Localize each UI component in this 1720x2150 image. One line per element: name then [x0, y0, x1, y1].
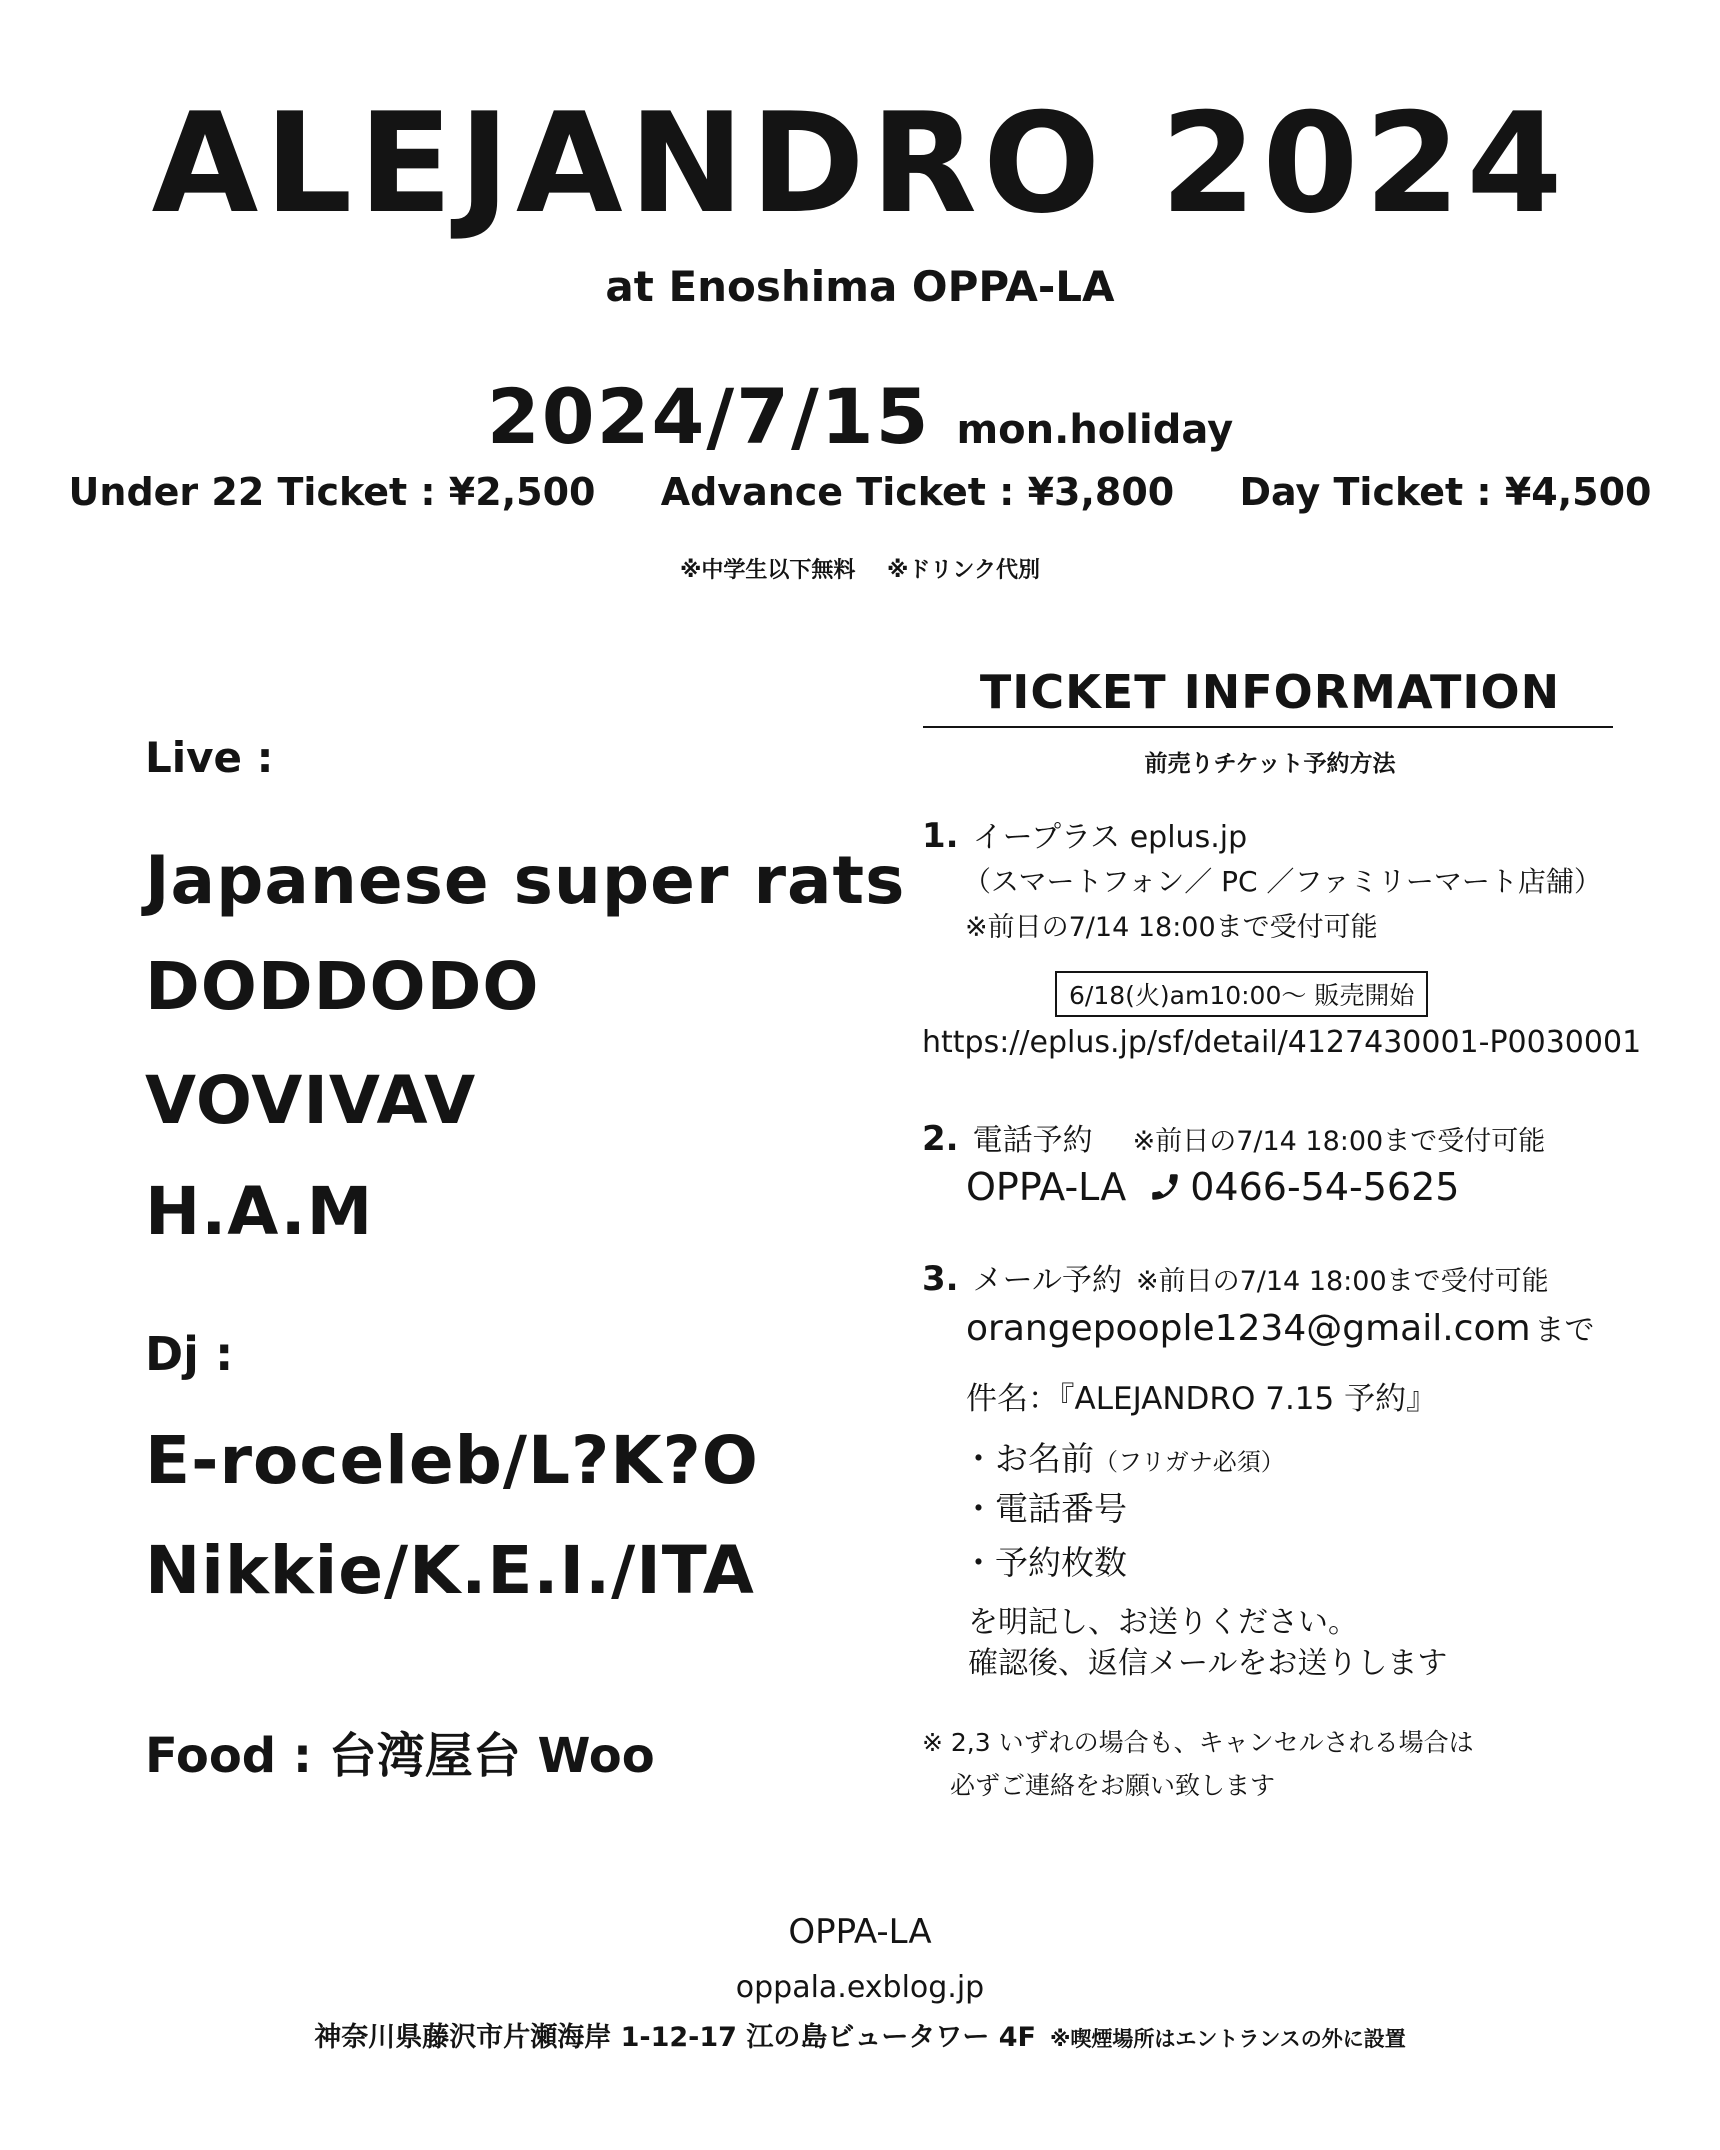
email-line — [966, 1305, 1595, 1349]
ticket-day: Day Ticket : ¥4,500 — [1239, 470, 1652, 514]
method-title: メール予約 — [972, 1263, 1122, 1298]
required-item-text: ・電話番号 — [962, 1489, 1127, 1528]
footer-venue-name: OPPA-LA — [788, 1912, 932, 1952]
smoking-note: ※喫煙場所はエントランスの外に設置 — [1049, 2027, 1406, 2051]
email-address[interactable]: orangepoople1234@gmail.com — [966, 1308, 1531, 1349]
heading-divider — [923, 726, 1613, 728]
phone-deadline-note: ※前日の7/14 18:00まで受付可能 — [1132, 1126, 1546, 1157]
phone-number-group[interactable] — [1148, 1165, 1459, 1209]
cancel-note: ※ 2,3 いずれの場合も、キャンセルされる場合は — [922, 1728, 1474, 1757]
required-item-note: （フリガナ必須） — [1094, 1448, 1285, 1476]
email-subject: 件名：『ALEJANDRO 7.15 予約』 — [966, 1381, 1438, 1417]
food-vendor: Food : 台湾屋台 Woo — [145, 1728, 655, 1784]
ticket-prices — [0, 470, 1720, 514]
required-item — [962, 1433, 1285, 1480]
sale-start-box: 6/18(火)am10:00～ 販売開始 — [1055, 971, 1428, 1017]
required-item — [962, 1537, 1127, 1584]
phone-line — [966, 1165, 1459, 1209]
event-title: ALEJANDRO 2024 — [151, 83, 1569, 244]
method-number: 2. — [922, 1119, 959, 1159]
method-title: 電話予約 — [972, 1123, 1093, 1158]
email-instruction: を明記し、お送りください。 — [968, 1605, 1358, 1640]
note-drink: ※ドリンク代別 — [887, 558, 1040, 583]
ticket-info-subheading: 前売りチケット予約方法 — [1144, 751, 1396, 777]
event-venue: at Enoshima OPPA-LA — [605, 262, 1115, 311]
required-item — [962, 1483, 1127, 1530]
ticket-advance: Advance Ticket : ¥3,800 — [660, 470, 1175, 514]
method-number: 1. — [922, 816, 959, 856]
eplus-deadline-note: ※前日の7/14 18:00まで受付可能 — [965, 912, 1378, 943]
ticket-under22: Under 22 Ticket : ¥2,500 — [68, 470, 596, 514]
live-artist: VOVIVAV — [145, 1062, 477, 1139]
method-title: イープラス eplus.jp — [972, 820, 1248, 855]
event-day: mon.holiday — [956, 407, 1234, 453]
cancel-note: 必ずご連絡をお願い致します — [950, 1771, 1276, 1800]
price-notes — [0, 553, 1720, 584]
live-label: Live : — [145, 733, 274, 782]
event-date-row — [0, 372, 1720, 461]
eplus-stores: （スマートフォン／ PC ／ファミリーマート店舗） — [963, 865, 1602, 898]
dj-names: Nikkie/K.E.I./ITA — [145, 1532, 755, 1609]
method-email — [922, 1255, 1549, 1299]
live-artist: DODDODO — [145, 948, 540, 1025]
phone-icon — [1148, 1170, 1182, 1204]
note-free-students: ※中学生以下無料 — [679, 558, 856, 583]
email-suffix: まで — [1534, 1313, 1595, 1348]
email-instruction: 確認後、返信メールをお送りします — [968, 1646, 1448, 1681]
required-item-text: ・お名前 — [962, 1439, 1094, 1478]
live-artist: H.A.M — [145, 1173, 374, 1250]
eplus-url[interactable]: https://eplus.jp/sf/detail/4127430001-P0030001 — [922, 1025, 1642, 1060]
footer-website[interactable]: oppala.exblog.jp — [735, 1970, 985, 2005]
phone-number: 0466-54-5625 — [1190, 1165, 1460, 1209]
method-eplus — [922, 812, 1247, 856]
method-number: 3. — [922, 1259, 959, 1299]
dj-names: E-roceleb/L?K?O — [145, 1422, 759, 1499]
phone-venue: OPPA-LA — [966, 1165, 1127, 1209]
method-phone — [922, 1115, 1545, 1159]
required-item-text: ・予約枚数 — [962, 1543, 1127, 1582]
ticket-info-heading: TICKET INFORMATION — [979, 665, 1561, 719]
footer-address-line — [0, 2015, 1720, 2054]
event-date: 2024/7/15 — [486, 372, 931, 461]
email-deadline-note: ※前日の7/14 18:00まで受付可能 — [1135, 1266, 1549, 1297]
live-artist: Japanese super rats — [145, 842, 906, 919]
footer-address: 神奈川県藤沢市片瀬海岸 1-12-17 江の島ビュータワー 4F — [314, 2022, 1036, 2053]
dj-label: Dj : — [145, 1327, 234, 1381]
